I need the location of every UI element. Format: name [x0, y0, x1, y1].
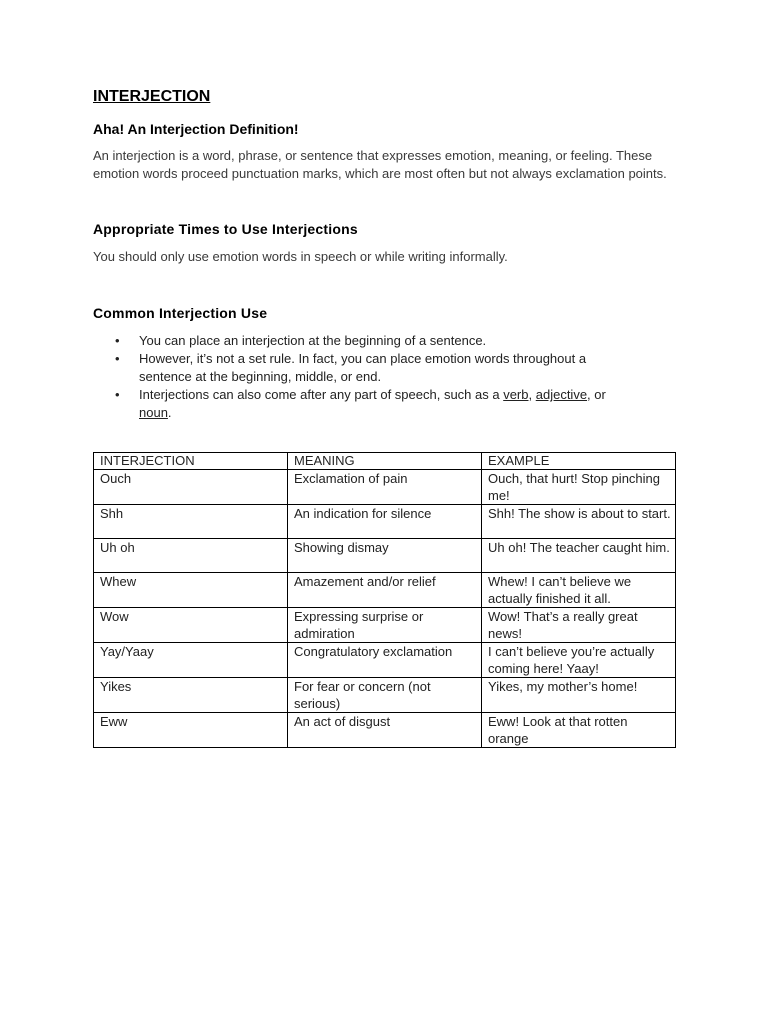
list-item — [93, 332, 639, 350]
example-cell: Shh! The show is about to start. — [482, 505, 676, 539]
interjection-table — [93, 452, 676, 748]
table-row — [94, 470, 676, 505]
meaning-cell: Expressing surprise or admiration — [288, 608, 482, 643]
interjection-cell: Wow — [94, 608, 288, 643]
noun-link[interactable]: noun — [139, 405, 168, 420]
bullet-icon: • — [115, 351, 120, 366]
list-item-text: You can place an interjection at the beginning of a sentence. — [139, 333, 487, 348]
common-use-heading: Common Interjection Use — [93, 305, 268, 321]
usage-times-paragraph: You should only use emotion words in speech or while writing informally. — [93, 249, 508, 264]
list-item-text: However, it’s not a set rule. In fact, you can place emotion words throughout a sentence at the beginning, middle, or end. — [139, 351, 587, 384]
meaning-cell: An indication for silence — [288, 505, 482, 539]
definition-paragraph: An interjection is a word, phrase, or sentence that expresses emotion, meaning, or feeling. These emotion words proceed punctuation marks, which are most often but not always exclamation points. — [93, 148, 667, 181]
usage-times-heading: Appropriate Times to Use Interjections — [93, 221, 358, 237]
interjection-cell: Shh — [94, 505, 288, 539]
table-row — [94, 643, 676, 678]
bullet-icon: • — [115, 387, 120, 402]
column-header-interjection: INTERJECTION — [94, 453, 288, 470]
adjective-link[interactable]: adjective — [535, 387, 588, 402]
table-header-row — [94, 453, 676, 470]
meaning-cell: For fear or concern (not serious) — [288, 678, 482, 713]
interjection-cell: Whew — [94, 573, 288, 608]
example-cell: Ouch, that hurt! Stop pinching me! — [482, 470, 676, 505]
example-cell: Eww! Look at that rotten orange — [482, 713, 676, 748]
meaning-cell: Exclamation of pain — [288, 470, 482, 505]
example-cell: Whew! I can’t believe we actually finished it all. — [482, 573, 676, 608]
sentence-end: . — [167, 405, 172, 420]
column-header-example: EXAMPLE — [482, 453, 676, 470]
meaning-cell: Showing dismay — [288, 539, 482, 573]
table-row — [94, 573, 676, 608]
table-row — [94, 539, 676, 573]
example-cell: I can’t believe you’re actually coming here! Yaay! — [482, 643, 676, 678]
interjection-cell: Eww — [94, 713, 288, 748]
table-row — [94, 713, 676, 748]
definition-heading: Aha! An Interjection Definition! — [93, 121, 299, 137]
list-item — [93, 350, 639, 386]
interjection-cell: Uh oh — [94, 539, 288, 573]
list-item-text — [139, 387, 606, 420]
example-cell: Yikes, my mother’s home! — [482, 678, 676, 713]
table-row — [94, 505, 676, 539]
document-page — [93, 86, 675, 748]
separator: , — [528, 387, 536, 402]
list-item-text-start: Interjections can also come after any part of speech, such as a — [139, 387, 504, 402]
column-header-meaning: MEANING — [288, 453, 482, 470]
table-row — [94, 678, 676, 713]
page-title: INTERJECTION — [93, 88, 211, 105]
common-use-list — [93, 332, 675, 422]
example-cell: Uh oh! The teacher caught him. — [482, 539, 676, 573]
meaning-cell: Congratulatory exclamation — [288, 643, 482, 678]
interjection-cell: Yay/Yaay — [94, 643, 288, 678]
bullet-icon: • — [115, 333, 120, 348]
list-item — [93, 386, 639, 422]
table-row — [94, 608, 676, 643]
meaning-cell: An act of disgust — [288, 713, 482, 748]
interjection-cell: Yikes — [94, 678, 288, 713]
interjection-cell: Ouch — [94, 470, 288, 505]
verb-link[interactable]: verb — [503, 387, 529, 402]
meaning-cell: Amazement and/or relief — [288, 573, 482, 608]
example-cell: Wow! That’s a really great news! — [482, 608, 676, 643]
separator: , or — [587, 387, 606, 402]
